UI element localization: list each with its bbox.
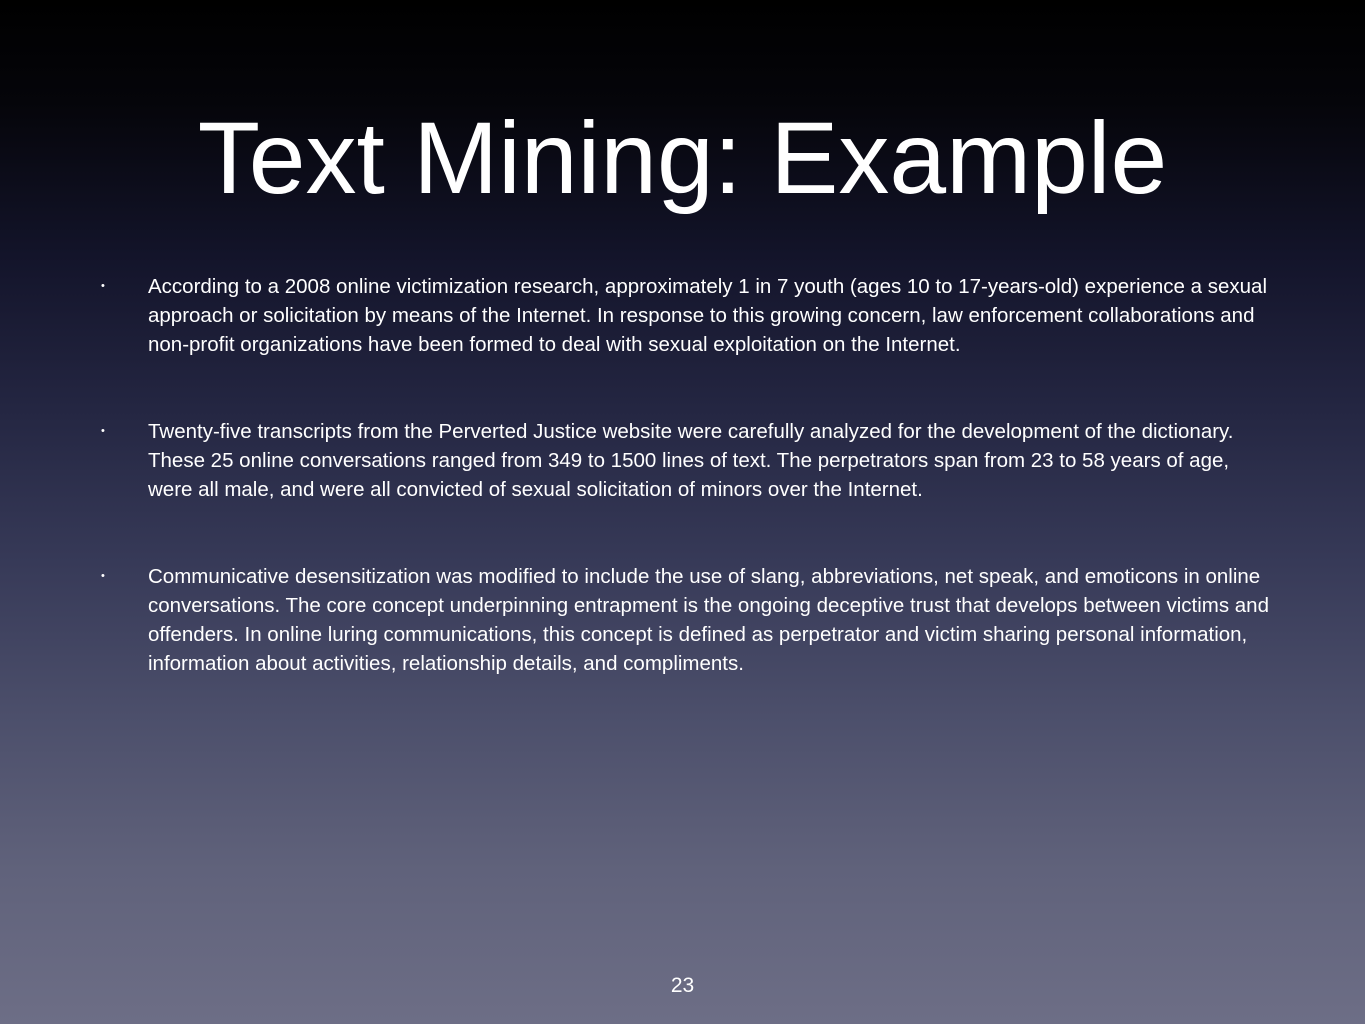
bullet-item [101,562,1273,678]
bullet-marker: • [101,425,105,437]
bullet-text: Twenty-five transcripts from the Perverted Justice website were carefully analyzed for the development of the dictionary. These 25 online conversations ranged from 349 to 1500 lines of text. The perpetrators span from 23 to 58 years of age, were all male, and were all convicted of sexual solicitation of minors over the Internet. [148,420,1234,501]
bullet-item [101,272,1273,359]
bullet-text: According to a 2008 online victimization research, approximately 1 in 7 youth (ages 10 to 17-years-old) experience a sexual approach or solicitation by means of the Internet. In response to this growing concern, law enforcement collaborations and non-profit organizations have been formed to deal with sexual exploitation on the Internet. [148,275,1268,356]
bullet-list [101,272,1273,678]
bullet-marker: • [101,280,105,292]
page-number: 23 [670,974,695,997]
bullet-text: Communicative desensitization was modified to include the use of slang, abbreviations, net speak, and emoticons in online conversations. The core concept underpinning entrapment is the ongoing deceptive trust that develops between victims and offenders. In online luring communications, this concept is defined as perpetrator and victim sharing personal information, information about activities, relationship details, and compliments. [148,565,1269,675]
slide-title: Text Mining: Example [197,101,1168,215]
bullet-item [101,417,1273,504]
bullet-marker: • [101,570,105,582]
